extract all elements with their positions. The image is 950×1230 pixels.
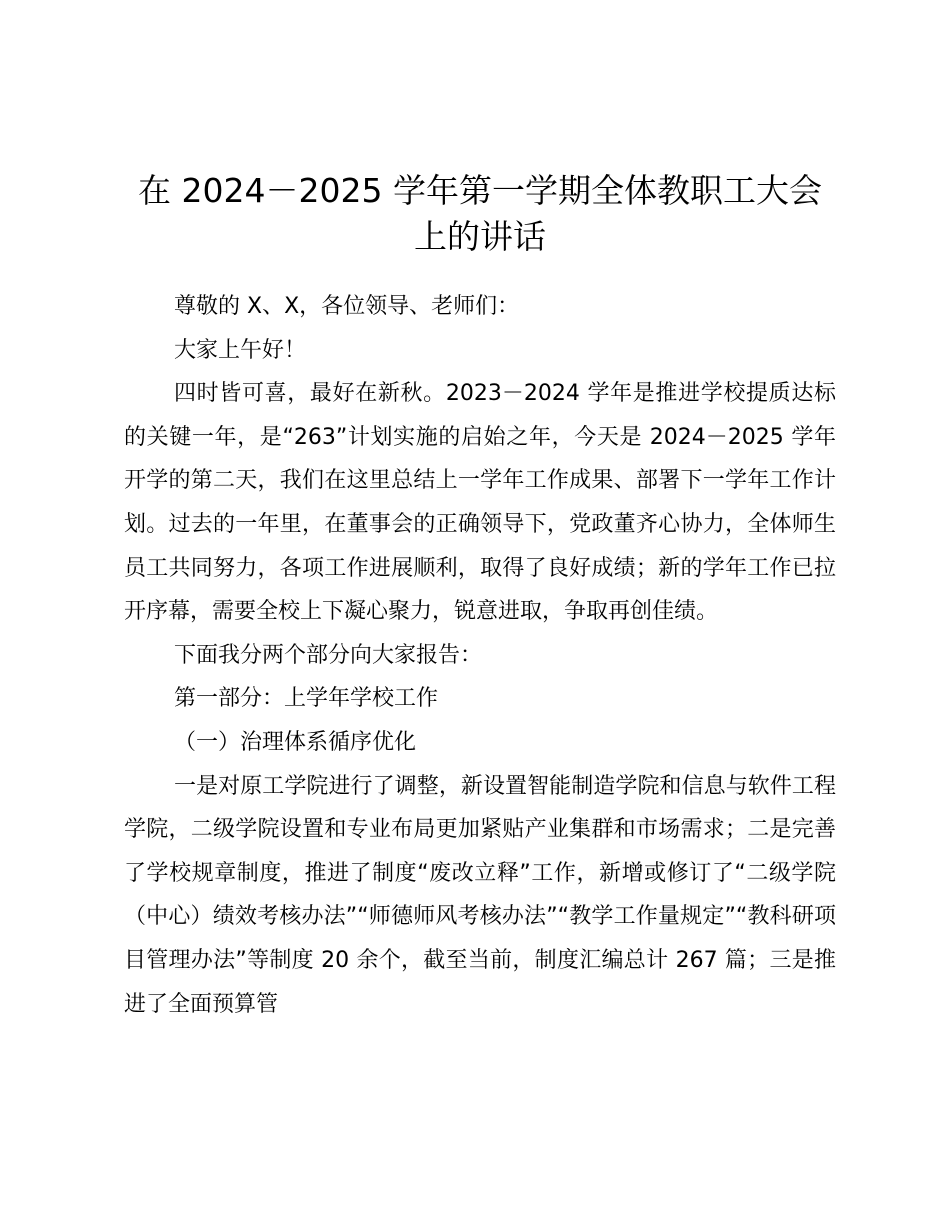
title-line-1: 在 2024－2025 学年第一学期全体教职工大会 [138, 171, 822, 210]
document-title [100, 168, 860, 260]
intro-paragraph: 四时皆可喜，最好在新秋。2023－2024 学年是推进学校提质达标的关键一年，是“263”计划实施的启始之年，今天是 2024－2025 学年开学的第二天，我们在这里总结上一学年工作成果、部署下一学年工作计划。过去的一年里，在董事会的正确领导下，党政董齐心协力，全体师生员工共同努力，各项工作进展顺利，取得了良好成绩；新的学年工作已拉开序幕，需要全校上下凝心聚力，锐意进取，争取再创佳绩。 [124, 381, 836, 625]
document-body [124, 285, 836, 1026]
salutation: 尊敬的 X、X，各位领导、老师们： [174, 294, 520, 319]
governance-paragraph: 一是对原工学院进行了调整，新设置智能制造学院和信息与软件工程学院，二级学院设置和专业布局更加紧贴产业集群和市场需求；二是完善了学校规章制度，推进了制度“废改立释”工作，新增或修订了“二级学院（中心）绩效考核办法”“师德师风考核办法”“教学工作量规定”“教科研项目管理办法”等制度 20 余个，截至当前，制度汇编总计 267 篇；三是推进了全面预算管 [124, 773, 836, 1017]
title-line-2: 上的讲话 [414, 217, 546, 256]
greeting: 大家上午好！ [174, 337, 307, 363]
section-heading: 第一部分：上学年学校工作 [174, 686, 439, 712]
subsection-heading: （一）治理体系循序优化 [174, 729, 417, 755]
report-outline: 下面我分两个部分向大家报告： [174, 642, 483, 668]
